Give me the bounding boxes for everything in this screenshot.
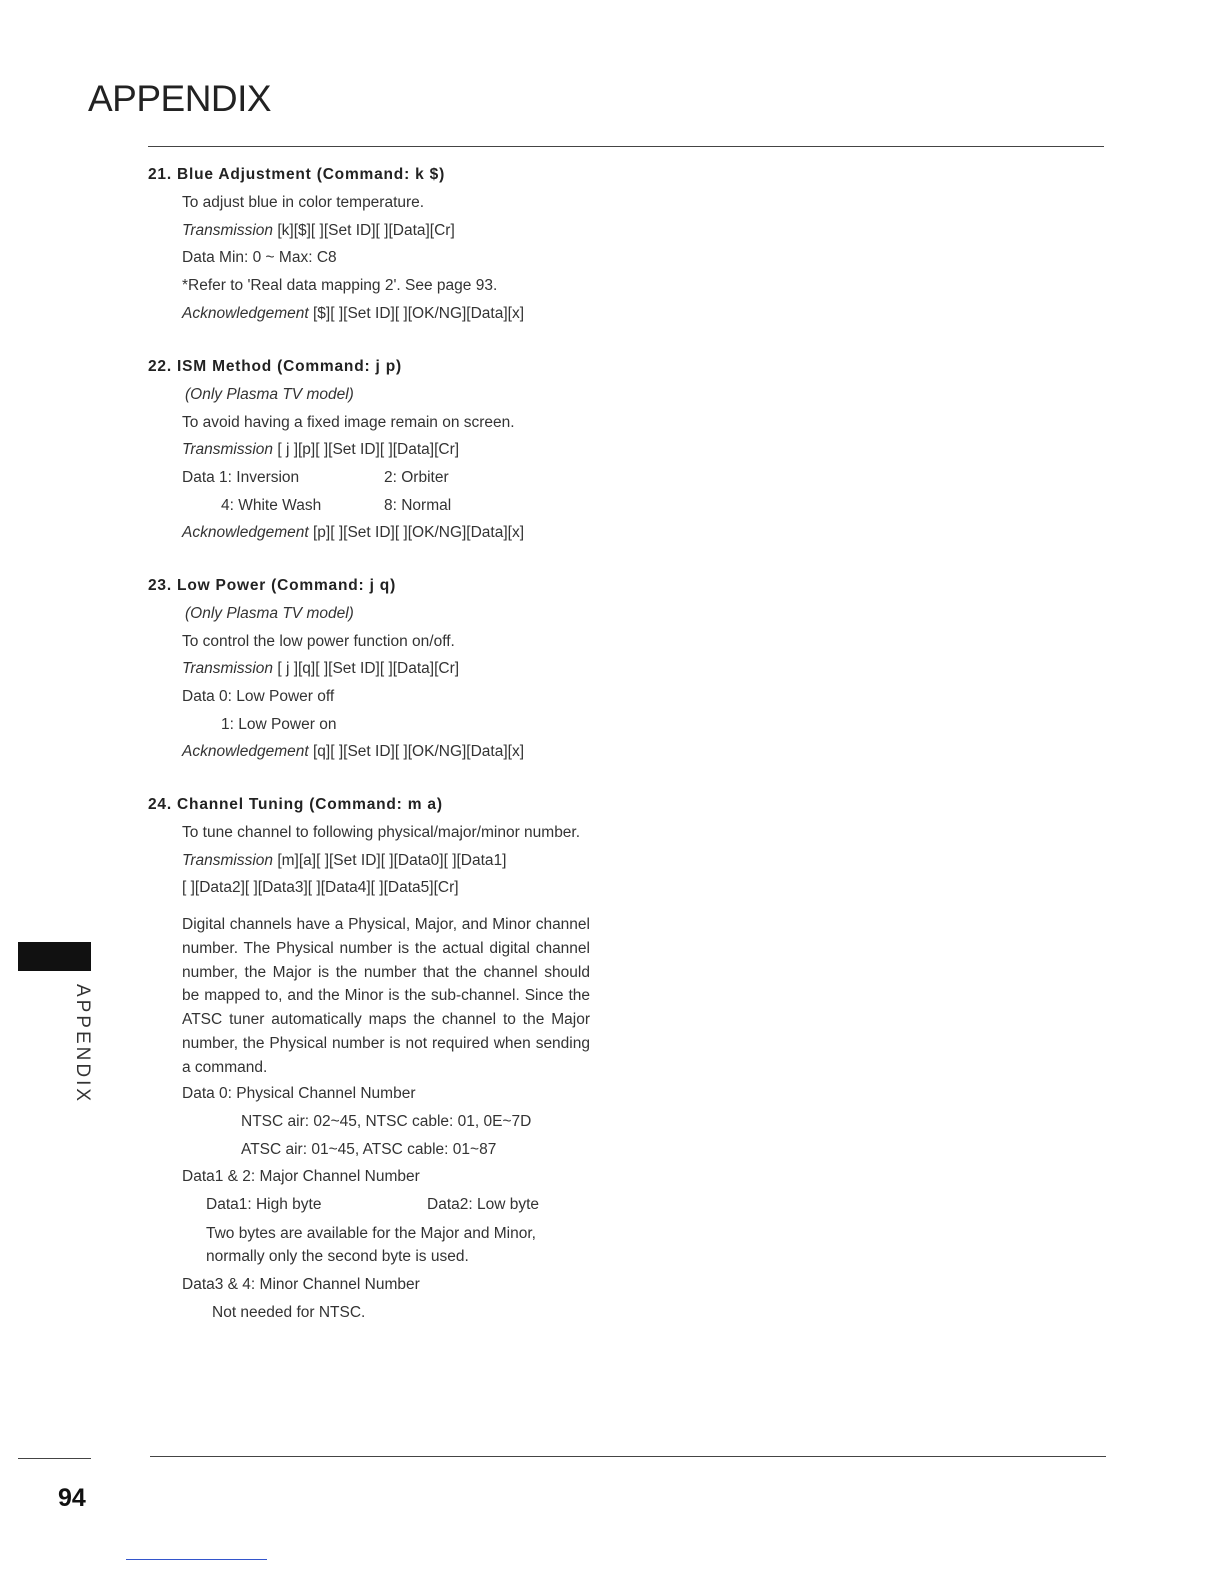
- data-note: Not needed for NTSC.: [212, 1303, 366, 1321]
- description: To control the low power function on/off.: [182, 632, 455, 650]
- transmission-label: Transmission: [182, 441, 274, 459]
- side-label: APPENDIX: [72, 983, 93, 1105]
- transmission-label: Transmission: [182, 221, 274, 239]
- data-option-row: [182, 495, 608, 517]
- description: To avoid having a fixed image remain on screen.: [182, 413, 515, 431]
- data-item: Data1 & 2: Major Channel Number: [182, 1168, 420, 1186]
- page-number: 94: [58, 1484, 86, 1512]
- transmission-format: [k][$][ ][Set ID][ ][Data][Cr]: [277, 221, 455, 239]
- transmission-label: Transmission: [182, 851, 274, 869]
- section-low-power: [148, 575, 608, 769]
- data-option: 4: White Wash: [221, 496, 322, 514]
- model-note: (Only Plasma TV model): [185, 386, 354, 403]
- acknowledgement-line: [182, 522, 608, 544]
- data-option-row: [182, 467, 608, 489]
- transmission-line: [182, 220, 608, 242]
- description: To adjust blue in color temperature.: [182, 194, 425, 211]
- side-tab-marker: [18, 942, 91, 971]
- section-heading: 22. ISM Method (Command: j p): [148, 358, 402, 375]
- page-title: APPENDIX: [88, 78, 272, 119]
- section-heading: 23. Low Power (Command: j q): [148, 577, 397, 594]
- transmission-line: [182, 850, 608, 872]
- data-option-text: 1: Low Power on: [221, 715, 337, 733]
- data-option: Data 0: Low Power off: [182, 688, 335, 706]
- data-subitem: ATSC air: 01~45, ATSC cable: 01~87: [241, 1140, 497, 1158]
- data-option: Data 1: Inversion: [182, 469, 300, 487]
- data-range: Data Min: 0 ~ Max: C8: [182, 249, 337, 267]
- transmission-format-cont: [ ][Data2][ ][Data3][ ][Data4][ ][Data5][Cr]: [182, 879, 459, 897]
- footer-link-underline: [126, 1559, 267, 1560]
- section-ism-method: [148, 356, 608, 550]
- channel-explanation: Digital channels have a Physical, Major, and Minor channel number. The Physical number is the actual digital channel number, the Major is the number that the channel should be mapped to, and the Minor is the sub-channel. Since the ATSC tuner automatically maps the channel to the Major number, the Physical number is not required when sending a command.: [182, 916, 590, 1076]
- acknowledgement-format: [q][ ][Set ID][ ][OK/NG][Data][x]: [312, 743, 525, 761]
- reference-note: *Refer to 'Real data mapping 2'. See page 93.: [182, 277, 498, 295]
- transmission-line: [182, 658, 608, 680]
- description: To tune channel to following physical/major/minor number.: [182, 824, 581, 841]
- data-subitem: NTSC air: 02~45, NTSC cable: 01, 0E~7D: [241, 1112, 532, 1130]
- transmission-label: Transmission: [182, 660, 274, 678]
- header-rule: [148, 146, 1104, 147]
- acknowledgement-format: [$][ ][Set ID][ ][OK/NG][Data][x]: [312, 304, 525, 322]
- data-option: 2: Orbiter: [384, 469, 449, 487]
- transmission-format: [m][a][ ][Set ID][ ][Data0][ ][Data1]: [277, 851, 507, 869]
- acknowledgement-label: Acknowledgement: [182, 524, 309, 542]
- transmission-line: [182, 439, 608, 461]
- acknowledgement-label: Acknowledgement: [182, 743, 309, 761]
- data-byte: Data2: Low byte: [427, 1196, 540, 1214]
- data-byte-row: [206, 1194, 608, 1216]
- section-heading: 21. Blue Adjustment (Command: k $): [148, 166, 446, 183]
- section-channel-tuning: [148, 794, 608, 1330]
- footer-rule: [150, 1456, 1106, 1457]
- transmission-format: [ j ][p][ ][Set ID][ ][Data][Cr]: [277, 441, 460, 459]
- data-note: Two bytes are available for the Major and Minor, normally only the second byte is used.: [206, 1224, 536, 1266]
- data-item: Data3 & 4: Minor Channel Number: [182, 1276, 420, 1294]
- data-item: Data 0: Physical Channel Number: [182, 1085, 416, 1103]
- acknowledgement-format: [p][ ][Set ID][ ][OK/NG][Data][x]: [312, 524, 525, 542]
- data-byte: Data1: High byte: [206, 1196, 322, 1214]
- model-note: (Only Plasma TV model): [185, 605, 354, 622]
- section-heading: 24. Channel Tuning (Command: m a): [148, 796, 443, 813]
- acknowledgement-label: Acknowledgement: [182, 304, 309, 322]
- data-option: 8: Normal: [384, 496, 452, 514]
- acknowledgement-line: [182, 303, 608, 325]
- acknowledgement-line: [182, 741, 608, 763]
- data-option: [182, 714, 608, 736]
- page-number-rule: [18, 1458, 91, 1459]
- section-blue-adjustment: [148, 164, 608, 330]
- transmission-format: [ j ][q][ ][Set ID][ ][Data][Cr]: [277, 660, 460, 678]
